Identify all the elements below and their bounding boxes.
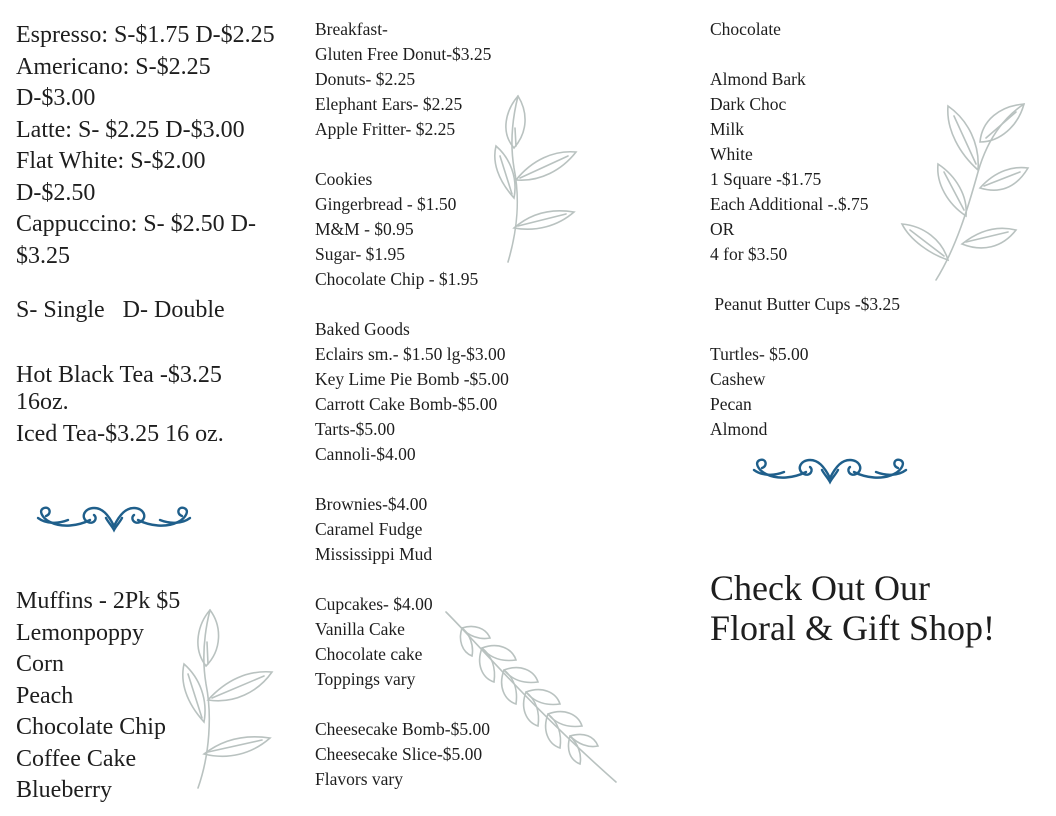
menu-line: $3.25 [16,242,70,269]
menu-line: Vanilla Cake [315,619,405,639]
baked-goods-heading: Baked Goods [315,319,410,339]
menu-line: Corn [16,651,64,677]
menu-line: Chocolate Chip [16,714,166,740]
menu-line: Milk [710,119,745,139]
menu-line: Eclairs sm.- $1.50 lg-$3.00 [315,344,506,364]
menu-line: D-$2.50 [16,179,96,206]
menu-line: Tarts-$5.00 [315,419,395,439]
leaf-branch-icon [176,604,276,790]
menu-line: White [710,144,753,164]
menu-line: Espresso: S-$1.75 D-$2.25 [16,22,275,48]
menu-line: Hot Black Tea -$3.25 [16,361,222,388]
menu-line: Cheesecake Slice-$5.00 [315,744,483,764]
menu-line: Flavors vary [315,769,403,789]
scroll-flourish-icon [32,500,196,534]
gift-shop-headline: Check Out Our Floral & Gift Shop! [710,568,995,648]
menu-line: Coffee Cake [16,745,137,772]
menu-line: Flat White: S-$2.00 [16,148,206,174]
menu-line: Blueberry [16,777,112,803]
menu-line: Key Lime Pie Bomb -$5.00 [315,369,509,389]
menu-line: M&M - $0.95 [315,219,414,239]
brownies-heading: Brownies-$4.00 [315,494,428,514]
leaf-branch-icon [896,98,1030,284]
menu-line: Chocolate cake [315,644,423,664]
fern-frond-icon [440,606,620,786]
menu-line: Almond [710,419,768,439]
menu-line: Americano: S-$2.25 [16,53,211,80]
menu-line: Lemonpoppy [16,619,144,646]
menu-line: Mississippi Mud [315,544,433,564]
menu-line: D-$3.00 [16,85,96,111]
menu-line: 4 for $3.50 [710,244,788,264]
scroll-flourish-icon [748,452,912,486]
muffins-heading: Muffins - 2Pk $5 [16,588,181,614]
menu-line: 1 Square -$1.75 [710,169,822,189]
menu-line: Apple Fritter- $2.25 [315,119,456,139]
menu-line: Dark Choc [710,94,787,114]
turtles-heading: Turtles- $5.00 [710,344,809,364]
menu-line: Donuts- $2.25 [315,69,416,89]
menu-line: Toppings vary [315,669,416,689]
menu-line: Cashew [710,369,766,389]
menu-line: Chocolate Chip - $1.95 [315,269,479,289]
menu-line: Caramel Fudge [315,519,423,539]
menu-line: OR [710,219,735,239]
menu-line: 16oz. [16,389,69,415]
menu-line: Elephant Ears- $2.25 [315,94,463,114]
cheesecake-heading: Cheesecake Bomb-$5.00 [315,719,490,739]
peanut-butter-line: Peanut Butter Cups -$3.25 [710,294,901,314]
menu-line: Carrott Cake Bomb-$5.00 [315,394,498,414]
menu-line: Sugar- $1.95 [315,244,406,264]
menu-line: Pecan [710,394,752,414]
menu-line: Cannoli-$4.00 [315,444,416,464]
menu-line: Latte: S- $2.25 D-$3.00 [16,116,245,143]
chocolate-heading: Chocolate [710,19,781,39]
breakfast-heading: Breakfast- [315,19,388,39]
leaf-branch-icon [488,88,580,266]
menu-line: Each Additional -.$.75 [710,194,869,214]
cupcakes-heading: Cupcakes- $4.00 [315,594,433,614]
cookies-heading: Cookies [315,169,373,189]
size-key: S- Single D- Double [16,297,225,323]
menu-line: Cappuccino: S- $2.50 D- [16,211,256,237]
menu-line: Almond Bark [710,69,806,89]
menu-line: Gingerbread - $1.50 [315,194,457,214]
menu-line: Peach [16,682,74,709]
menu-line: Gluten Free Donut-$3.25 [315,44,492,64]
menu-line: Iced Tea-$3.25 16 oz. [16,420,224,447]
